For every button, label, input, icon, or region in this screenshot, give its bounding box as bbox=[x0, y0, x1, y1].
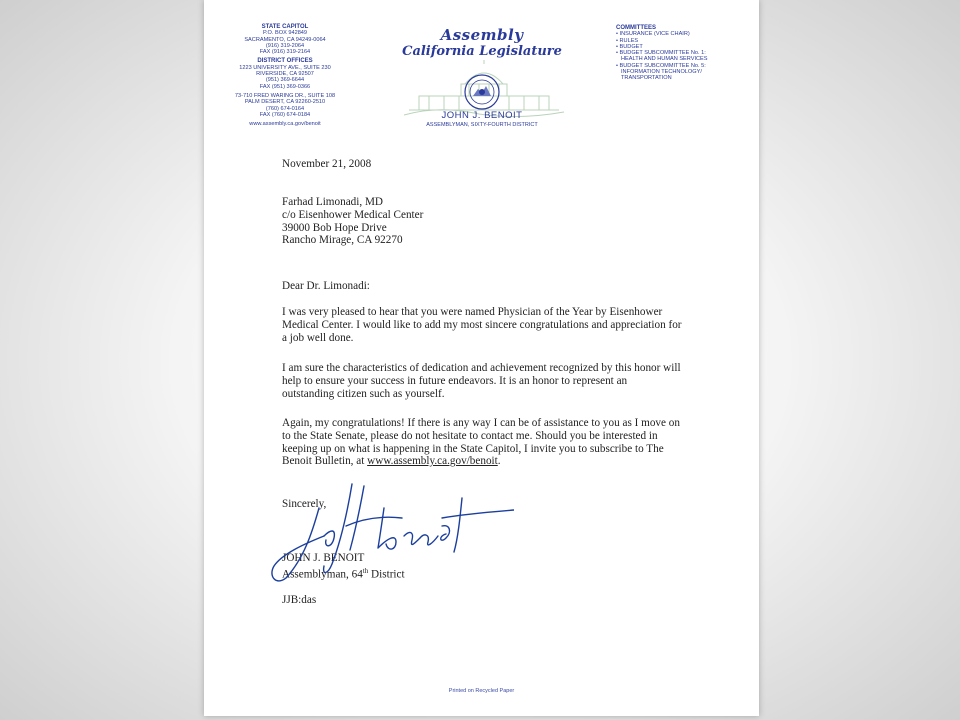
letter-page bbox=[204, 0, 759, 716]
signer-title-prefix: Assemblyman, 64 bbox=[282, 568, 363, 581]
district-heading: DISTRICT OFFICES bbox=[257, 58, 313, 65]
committees-list bbox=[616, 25, 756, 82]
committees-heading: COMMITTEES bbox=[616, 25, 656, 31]
member-name: JOHN J. BENOIT bbox=[441, 110, 523, 121]
recipient-address bbox=[282, 196, 423, 247]
handwritten-signature bbox=[264, 478, 514, 588]
address-line: 39000 Bob Hope Drive bbox=[282, 221, 387, 234]
capitol-heading: STATE CAPITOL bbox=[261, 24, 309, 30]
address-line: Rancho Mirage, CA 92270 bbox=[282, 234, 403, 247]
district-line: FAX (760) 674-0184 bbox=[259, 111, 311, 118]
committee-item: HEALTH AND HUMAN SERVICES bbox=[621, 56, 708, 63]
capitol-line: SACRAMENTO, CA 94249-0064 bbox=[244, 36, 326, 43]
state-seal-icon bbox=[462, 72, 502, 112]
closing: Sincerely, bbox=[282, 498, 327, 510]
committee-item: • INSURANCE (VICE CHAIR) bbox=[616, 31, 690, 38]
committee-item: INFORMATION TECHNOLOGY/ bbox=[621, 69, 702, 76]
district-line: FAX (951) 369-0366 bbox=[259, 83, 311, 90]
member-title: ASSEMBLYMAN, SIXTY-FOURTH DISTRICT bbox=[426, 122, 538, 128]
district-line: 73-710 FRED WARING DR., SUITE 108 bbox=[234, 92, 336, 99]
letter-date: November 21, 2008 bbox=[282, 158, 372, 170]
letterhead-center bbox=[392, 26, 572, 128]
committee-item: TRANSPORTATION bbox=[621, 75, 672, 82]
district-line: (951) 369-6644 bbox=[265, 77, 305, 84]
district-line: 1223 UNIVERSITY AVE., SUITE 230 bbox=[239, 64, 331, 71]
capitol-line: (916) 319-2064 bbox=[265, 42, 305, 49]
committee-item: • RULES bbox=[616, 37, 639, 44]
recycled-paper-note: Printed on Recycled Paper bbox=[448, 688, 515, 694]
district-line: RIVERSIDE, CA 92507 bbox=[256, 71, 314, 78]
address-line: c/o Eisenhower Medical Center bbox=[282, 208, 424, 221]
signer-title-suffix: District bbox=[368, 568, 405, 581]
letterhead-legislature: California Legislature bbox=[402, 44, 562, 59]
signer-title-sup: th bbox=[362, 567, 369, 575]
capitol-line: FAX (916) 319-2164 bbox=[259, 49, 311, 56]
paragraph-2: I am sure the characteristics of dedication and achievement recognized by this honor will help to ensure your success in future endeavors. It is an honor to represent an outstanding citizen such as yourself. bbox=[282, 362, 681, 400]
committee-item: • BUDGET SUBCOMMITTEE No. 5: bbox=[616, 62, 706, 69]
salutation: Dear Dr. Limonadi: bbox=[282, 280, 370, 292]
letterhead-website: www.assembly.ca.gov/benoit bbox=[249, 121, 321, 128]
district-line: PALM DESERT, CA 92260-2510 bbox=[244, 99, 326, 106]
letterhead-addresses bbox=[224, 24, 346, 127]
committee-item: • BUDGET SUBCOMMITTEE No. 1: bbox=[616, 50, 706, 57]
bulletin-link[interactable]: www.assembly.ca.gov/benoit bbox=[367, 455, 498, 468]
paragraph-3-text: Again, my congratulations! If there is any way I can be of assistance to you as I move on to the State Senate, please do not hesitate to contact me. Should you be interested in keeping up on what is happening in the State Capitol, I invite you to subscribe to The Benoit Bulletin, at bbox=[282, 417, 680, 468]
address-line: Farhad Limonadi, MD bbox=[282, 196, 383, 208]
signer-name: JOHN J. BENOIT bbox=[282, 552, 365, 564]
paragraph-1: I was very pleased to hear that you were named Physician of the Year by Eisenhower Medical Center. I would like to add my most sincere congratulations and appreciation for a job well done. bbox=[282, 306, 682, 344]
paragraph-3 bbox=[282, 417, 682, 468]
paragraph-3-end: . bbox=[497, 455, 501, 468]
typist-initials: JJB:das bbox=[282, 594, 317, 606]
letterhead-assembly: Assembly bbox=[440, 26, 524, 44]
committee-item: • BUDGET bbox=[616, 43, 643, 50]
capitol-line: P.O. BOX 942849 bbox=[262, 30, 308, 37]
district-line: (760) 674-0164 bbox=[265, 105, 305, 112]
